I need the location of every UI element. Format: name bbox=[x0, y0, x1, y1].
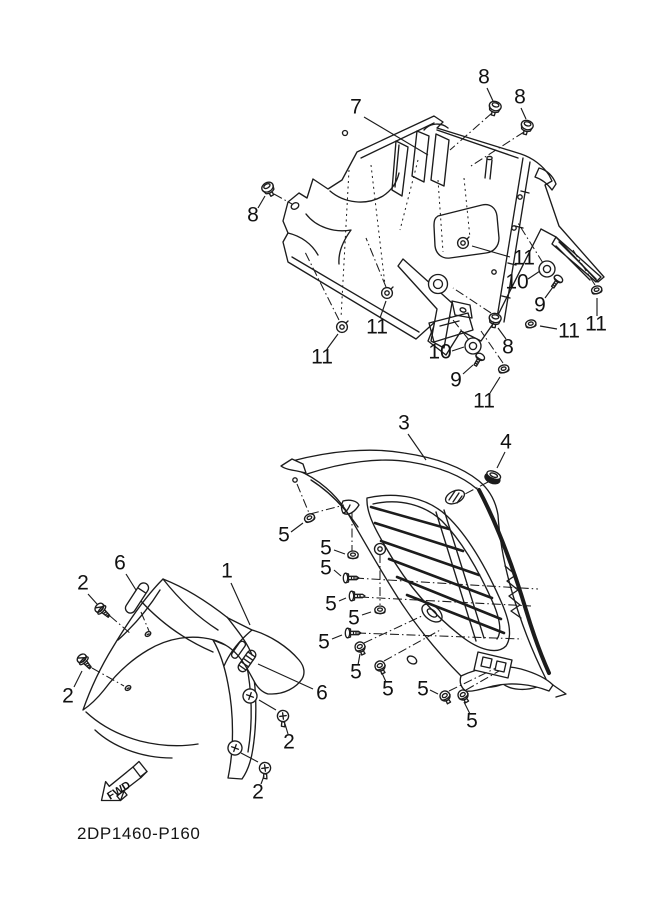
washer-icon bbox=[539, 261, 555, 277]
leader-line bbox=[334, 570, 341, 576]
sidescrew-icon bbox=[93, 601, 113, 620]
screwhead-icon bbox=[373, 659, 388, 675]
ring-icon bbox=[382, 287, 393, 298]
callout-label-2: 2 bbox=[77, 571, 89, 595]
leader-line bbox=[497, 452, 505, 468]
callout-label-9: 9 bbox=[534, 293, 546, 317]
leader-line bbox=[88, 594, 97, 604]
assembly-axis-line bbox=[297, 484, 309, 513]
bolt-icon bbox=[260, 180, 277, 198]
callout-label-3: 3 bbox=[398, 411, 410, 435]
callout-label-8: 8 bbox=[247, 203, 259, 227]
leader-line bbox=[528, 271, 540, 279]
fwd-label: FWD bbox=[105, 779, 133, 803]
flatscrew-icon bbox=[255, 760, 275, 780]
ring-icon bbox=[458, 237, 469, 248]
callout-label-8: 8 bbox=[478, 65, 490, 89]
sidescrew-icon bbox=[75, 652, 94, 672]
part-code: 2DP1460-P160 bbox=[77, 824, 201, 843]
clip-icon bbox=[303, 512, 316, 523]
leader-line bbox=[540, 326, 557, 329]
leader-line bbox=[258, 196, 265, 208]
callout-label-11: 11 bbox=[311, 345, 333, 369]
callout-label-11: 11 bbox=[513, 246, 535, 270]
callout-label-5: 5 bbox=[278, 523, 290, 547]
flatscrew-icon bbox=[273, 708, 293, 728]
callout-label-11: 11 bbox=[558, 319, 580, 343]
rear-bracket-part bbox=[283, 116, 604, 355]
callout-label-2: 2 bbox=[62, 684, 74, 708]
pin-icon bbox=[349, 591, 365, 601]
callout-label-11: 11 bbox=[366, 315, 388, 339]
screwhead-icon bbox=[438, 689, 453, 705]
leader-line bbox=[463, 365, 473, 374]
callout-label-5: 5 bbox=[325, 592, 337, 616]
clip-icon bbox=[348, 551, 358, 559]
leader-line bbox=[74, 671, 82, 687]
front-fender-part bbox=[83, 579, 304, 779]
leader-line bbox=[452, 347, 464, 351]
clip-icon bbox=[498, 364, 510, 374]
clip-icon bbox=[591, 285, 603, 295]
callout-label-2: 2 bbox=[252, 780, 264, 804]
leader-line bbox=[126, 574, 136, 590]
assembly-axis-line bbox=[310, 505, 344, 514]
washer-icon bbox=[465, 338, 481, 354]
callout-label-2: 2 bbox=[283, 730, 295, 754]
callout-label-5: 5 bbox=[417, 677, 429, 701]
leader-line bbox=[291, 523, 303, 532]
callout-label-6: 6 bbox=[114, 551, 126, 575]
callout-label-5: 5 bbox=[320, 536, 332, 560]
callout-label-5: 5 bbox=[348, 606, 360, 630]
leader-line bbox=[545, 287, 553, 298]
callout-label-7: 7 bbox=[350, 95, 362, 119]
bolt-icon bbox=[487, 100, 502, 117]
callout-label-11: 11 bbox=[585, 312, 607, 336]
callout-label-1: 1 bbox=[221, 559, 233, 583]
callout-label-8: 8 bbox=[514, 85, 526, 109]
leader-line bbox=[430, 690, 438, 694]
callout-label-5: 5 bbox=[318, 630, 330, 654]
leader-line bbox=[332, 635, 342, 639]
leader-line bbox=[339, 598, 346, 601]
assembly-axis-line bbox=[274, 194, 292, 204]
callout-label-11: 11 bbox=[473, 389, 495, 413]
ring-icon bbox=[337, 321, 348, 332]
callout-label-8: 8 bbox=[502, 335, 514, 359]
clip-icon bbox=[375, 606, 385, 614]
leader-line bbox=[259, 700, 276, 710]
callout-label-5: 5 bbox=[350, 660, 362, 684]
clip-icon bbox=[525, 319, 537, 328]
callout-label-10: 10 bbox=[505, 270, 529, 294]
callout-label-5: 5 bbox=[382, 677, 394, 701]
callout-label-5: 5 bbox=[466, 709, 478, 733]
holesmall-icon bbox=[124, 685, 131, 692]
leader-line bbox=[362, 612, 371, 615]
fwd-badge bbox=[102, 762, 148, 803]
callout-label-6: 6 bbox=[316, 681, 328, 705]
callout-label-10: 10 bbox=[428, 340, 452, 364]
callout-label-5: 5 bbox=[320, 556, 332, 580]
leader-line bbox=[487, 88, 493, 101]
leader-line bbox=[231, 583, 250, 625]
callout-label-4: 4 bbox=[500, 430, 512, 454]
assembly-axis-line bbox=[364, 615, 424, 643]
leader-line bbox=[334, 550, 345, 554]
callout-label-9: 9 bbox=[450, 368, 462, 392]
leader-line bbox=[521, 108, 526, 119]
